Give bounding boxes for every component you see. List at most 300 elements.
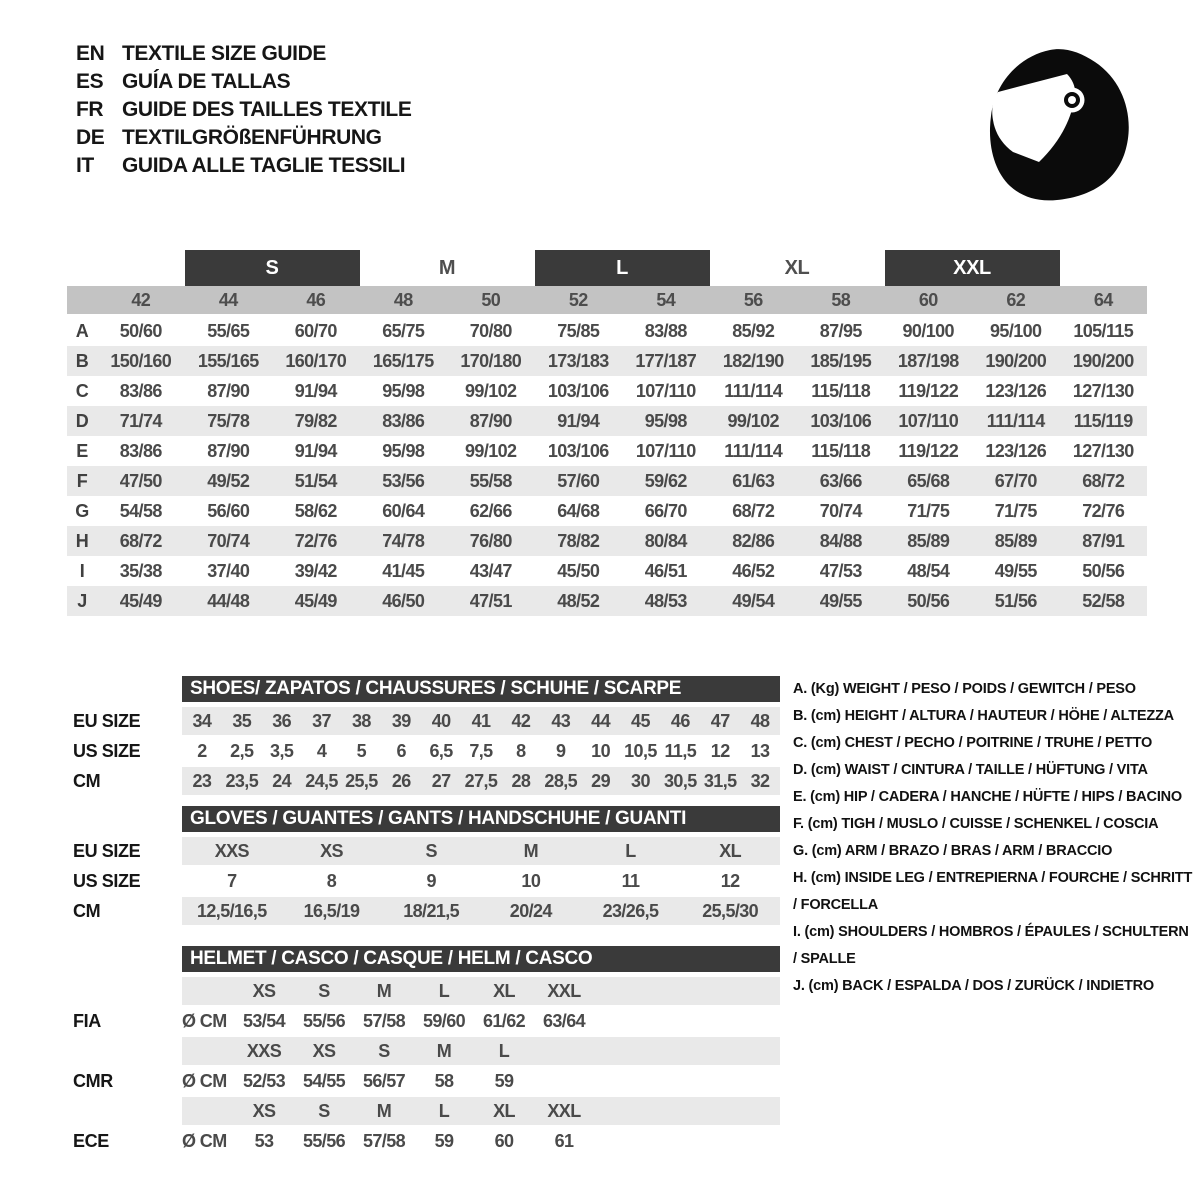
size-value: 74/78 — [382, 530, 425, 551]
size-value: 9 — [426, 870, 436, 891]
size-value: 103/106 — [547, 440, 609, 461]
size-bands-row — [67, 250, 1147, 286]
measurement-row-e — [67, 436, 1147, 466]
helmet-sizes-grid — [182, 1097, 780, 1125]
size-value: 119/122 — [898, 440, 959, 461]
helmet-size-section — [73, 946, 783, 1156]
size-value: 7,5 — [469, 740, 493, 761]
legend-item-f: F. (cm) TIGH / MUSLO / CUISSE / SCHENKEL / COSCIA — [793, 816, 1159, 832]
measurement-row-i — [67, 556, 1147, 586]
size-value: 170/180 — [460, 350, 522, 371]
size-value: 87/91 — [1082, 530, 1125, 551]
helmet-sizes-row — [73, 1096, 783, 1126]
size-value: 99/102 — [727, 410, 779, 431]
measurement-row-j — [67, 586, 1147, 616]
diameter-unit: Ø CM — [182, 1070, 227, 1091]
size-value: 51/56 — [994, 590, 1037, 611]
size-value: 72/76 — [1082, 500, 1125, 521]
title-line-es — [76, 68, 411, 96]
helmet-values-grid — [182, 1127, 780, 1155]
legend-item-h: H. (cm) INSIDE LEG / ENTREPIERNA / FOURCHE / SCHRITT / FORCELLA — [793, 870, 1193, 913]
title-line-en — [76, 40, 411, 68]
size-value: 27,5 — [464, 770, 498, 791]
gloves-size-section — [73, 806, 783, 926]
size-value: 103/106 — [547, 380, 609, 401]
size-value: 119/122 — [898, 380, 959, 401]
size-value: 8 — [516, 740, 526, 761]
size-value: 26 — [391, 770, 411, 791]
page-title-de: TEXTILGRÖßENFÜHRUNG — [122, 126, 382, 149]
row-letter: B — [75, 350, 89, 371]
size-value: 2 — [197, 740, 207, 761]
size-value: 182/190 — [722, 350, 784, 371]
helmet-size-label: XXL — [547, 1100, 581, 1121]
size-value: 12 — [720, 870, 740, 891]
size-value: 46/51 — [644, 560, 687, 581]
size-value: 107/110 — [635, 440, 696, 461]
standard-label-fia: FIA — [73, 1010, 101, 1031]
size-value: 43/47 — [469, 560, 512, 581]
size-value: 50/56 — [907, 590, 950, 611]
size-value: 4 — [316, 740, 327, 761]
shoes-size-section — [73, 676, 783, 796]
size-value: 107/110 — [635, 380, 696, 401]
size-value: 36 — [272, 710, 292, 731]
size-column-header: 54 — [656, 289, 676, 310]
section-grid — [182, 897, 780, 925]
helmet-size-value: 58 — [434, 1070, 454, 1091]
helmet-size-value: 61/62 — [482, 1010, 526, 1031]
size-value: 10 — [521, 870, 541, 891]
size-value: 32 — [750, 770, 770, 791]
size-value: 70/74 — [207, 530, 250, 551]
size-value: 13 — [750, 740, 770, 761]
measurement-row-b — [67, 346, 1147, 376]
size-value: 111/114 — [724, 380, 783, 401]
size-columns-row — [67, 286, 1147, 314]
size-value: 83/88 — [644, 320, 687, 341]
helmet-sizes-grid — [182, 1037, 780, 1065]
size-value: 2,5 — [230, 740, 254, 761]
standard-label-ece: ECE — [73, 1130, 109, 1151]
size-value: 3,5 — [270, 740, 294, 761]
size-value: 75/85 — [557, 320, 600, 341]
size-value: XL — [719, 840, 742, 861]
size-value: 23/26,5 — [602, 900, 659, 921]
size-value: 67/70 — [994, 470, 1037, 491]
size-value: 48/53 — [644, 590, 687, 611]
measurement-row-g — [67, 496, 1147, 526]
legend-item-d: D. (cm) WAIST / CINTURA / TAILLE / HÜFTUNG / VITA — [793, 762, 1148, 778]
size-value: 49/54 — [732, 590, 775, 611]
legend-item-b: B. (cm) HEIGHT / ALTURA / HAUTEUR / HÖHE / ALTEZZA — [793, 708, 1174, 724]
size-value: 105/115 — [1073, 320, 1134, 341]
size-value: 54/58 — [119, 500, 162, 521]
size-value: 95/100 — [990, 320, 1042, 341]
size-value: M — [523, 840, 539, 861]
size-value: 47/51 — [469, 590, 512, 611]
size-value: 9 — [556, 740, 566, 761]
section-grid — [182, 767, 780, 795]
size-value: 39 — [391, 710, 411, 731]
size-value: 57/60 — [557, 470, 600, 491]
section-header-row — [73, 676, 783, 706]
size-value: 45/49 — [119, 590, 162, 611]
size-value: 127/130 — [1072, 440, 1134, 461]
helmet-size-value: 52/53 — [242, 1070, 286, 1091]
size-value: 65/75 — [382, 320, 425, 341]
size-value: 70/80 — [469, 320, 512, 341]
size-value: 72/76 — [294, 530, 337, 551]
size-band-xl: XL — [784, 256, 810, 279]
size-value: 185/195 — [810, 350, 872, 371]
helmet-size-label: XS — [312, 1040, 336, 1061]
helmet-size-value: 59 — [494, 1070, 514, 1091]
size-value: 99/102 — [465, 380, 517, 401]
row-label: CM — [73, 900, 101, 921]
helmet-size-label: XS — [252, 980, 276, 1001]
measurement-row-f — [67, 466, 1147, 496]
size-value: 155/165 — [197, 350, 259, 371]
helmet-size-label: M — [436, 1040, 452, 1061]
helmet-size-label: L — [498, 1040, 510, 1061]
size-value: 38 — [351, 710, 371, 731]
section-grid — [182, 737, 780, 765]
size-value: 85/89 — [994, 530, 1037, 551]
size-value: 46 — [670, 710, 690, 731]
size-value: 55/58 — [469, 470, 512, 491]
legend-item-i: I. (cm) SHOULDERS / HOMBROS / ÉPAULES / SCHULTERN / SPALLE — [793, 924, 1189, 967]
size-column-header: 44 — [218, 289, 238, 310]
size-value: 87/95 — [819, 320, 862, 341]
row-letter: J — [77, 590, 87, 611]
title-line-de — [76, 124, 411, 152]
size-value: 56/60 — [207, 500, 250, 521]
size-value: 42 — [511, 710, 531, 731]
size-value: 6 — [396, 740, 406, 761]
lang-code: IT — [76, 154, 94, 177]
helmet-size-label: S — [378, 1040, 390, 1061]
size-value: 71/75 — [994, 500, 1037, 521]
size-column-header: 50 — [481, 289, 501, 310]
size-band-m: M — [438, 256, 456, 279]
helmet-values-row — [73, 1126, 783, 1156]
section-header: HELMET / CASCO / CASQUE / HELM / CASCO — [182, 946, 780, 972]
size-value: 60/70 — [294, 320, 337, 341]
size-band-xxl: XXL — [885, 250, 1060, 286]
legend-item-j: J. (cm) BACK / ESPALDA / DOS / ZURÜCK / INDIETRO — [793, 978, 1154, 994]
size-value: XXS — [214, 840, 249, 861]
size-value: 27 — [431, 770, 451, 791]
size-value: 29 — [591, 770, 610, 791]
helmet-size-label: XXS — [246, 1040, 282, 1061]
row-label: US SIZE — [73, 870, 141, 891]
size-value: 10 — [591, 740, 610, 761]
size-value: 71/75 — [907, 500, 950, 521]
size-value: 20/24 — [509, 900, 552, 921]
size-value: 160/170 — [285, 350, 347, 371]
size-value: 80/84 — [644, 530, 687, 551]
size-value: 107/110 — [898, 410, 959, 431]
size-value: 10,5 — [624, 740, 657, 761]
title-block — [76, 40, 411, 180]
helmet-size-value: 61 — [554, 1130, 574, 1151]
size-value: 49/55 — [994, 560, 1037, 581]
size-value: 28 — [511, 770, 531, 791]
section-row — [73, 866, 783, 896]
size-value: S — [425, 840, 437, 861]
helmet-size-label: XL — [493, 980, 515, 1001]
page-title-es: GUÍA DE TALLAS — [122, 70, 291, 93]
size-band-l: L — [535, 250, 710, 286]
size-value: 177/187 — [635, 350, 697, 371]
helmet-size-value: 54/55 — [302, 1070, 346, 1091]
size-value: 44/48 — [207, 590, 250, 611]
size-value: 34 — [192, 710, 212, 731]
size-value: 82/86 — [732, 530, 775, 551]
row-label: US SIZE — [73, 740, 141, 761]
title-line-it — [76, 152, 411, 180]
size-value: 103/106 — [810, 410, 872, 431]
size-value: 55/65 — [207, 320, 250, 341]
size-value: 31,5 — [703, 770, 737, 791]
size-value: 8 — [326, 870, 337, 891]
size-value: 63/66 — [819, 470, 862, 491]
size-value: 68/72 — [119, 530, 162, 551]
size-value: 165/175 — [372, 350, 434, 371]
helmet-values-grid — [182, 1067, 780, 1095]
helmet-values-row — [73, 1066, 783, 1096]
helmet-size-value: 56/57 — [362, 1070, 406, 1091]
measurement-legend — [793, 676, 1193, 1000]
racing-helmet-icon — [975, 38, 1145, 210]
size-value: 48/54 — [907, 560, 950, 581]
size-value: 85/89 — [907, 530, 950, 551]
helmet-size-value: 57/58 — [362, 1130, 406, 1151]
size-value: 66/70 — [644, 500, 687, 521]
row-letter: H — [75, 530, 89, 551]
size-column-header: 56 — [743, 289, 763, 310]
size-value: 28,5 — [544, 770, 578, 791]
size-value: 18/21,5 — [403, 900, 460, 921]
page-title-fr: GUIDE DES TAILLES TEXTILE — [122, 98, 412, 121]
size-value: 83/86 — [119, 440, 162, 461]
size-value: 91/94 — [294, 440, 337, 461]
lang-code: FR — [76, 98, 104, 121]
size-value: 95/98 — [644, 410, 687, 431]
size-value: 40 — [431, 710, 451, 731]
size-value: L — [625, 840, 636, 861]
legend-item-e: E. (cm) HIP / CADERA / HANCHE / HÜFTE / HIPS / BACINO — [793, 789, 1182, 805]
size-value: 37 — [312, 710, 331, 731]
size-value: 43 — [551, 710, 571, 731]
section-grid — [182, 707, 780, 735]
helmet-size-value: 59 — [434, 1130, 454, 1151]
diameter-unit: Ø CM — [182, 1130, 227, 1151]
size-value: 95/98 — [382, 440, 425, 461]
helmet-size-value: 60 — [494, 1130, 514, 1151]
size-value: 47 — [710, 710, 730, 731]
size-value: 51/54 — [294, 470, 337, 491]
size-value: 7 — [227, 870, 237, 891]
size-column-header: 42 — [131, 289, 151, 310]
size-value: 58/62 — [294, 500, 337, 521]
size-value: 46/52 — [732, 560, 775, 581]
helmet-values-grid — [182, 1007, 780, 1035]
section-header: GLOVES / GUANTES / GANTS / HANDSCHUHE / GUANTI — [182, 806, 780, 832]
size-value: 187/198 — [897, 350, 959, 371]
size-value: 190/200 — [985, 350, 1047, 371]
size-value: 48 — [750, 710, 770, 731]
size-value: 39/42 — [294, 560, 337, 581]
section-grid — [182, 867, 780, 895]
diameter-unit: Ø CM — [182, 1010, 227, 1031]
size-value: 49/52 — [207, 470, 250, 491]
row-label: CM — [73, 770, 101, 791]
helmet-size-label: S — [318, 1100, 330, 1121]
lang-code: ES — [76, 70, 104, 93]
helmet-values-row — [73, 1006, 783, 1036]
helmet-size-label: XXL — [547, 980, 581, 1001]
size-column-header: 52 — [568, 289, 588, 310]
helmet-size-label: S — [318, 980, 330, 1001]
size-value: 49/55 — [819, 590, 862, 611]
size-value: 111/114 — [986, 410, 1045, 431]
size-column-header: 60 — [918, 289, 938, 310]
size-value: 150/160 — [110, 350, 172, 371]
lang-code: DE — [76, 126, 105, 149]
page-title: TEXTILE SIZE GUIDE — [122, 42, 326, 65]
size-value: 87/90 — [207, 440, 250, 461]
size-value: 12 — [710, 740, 730, 761]
legend-item-g: G. (cm) ARM / BRAZO / BRAS / ARM / BRACCIO — [793, 843, 1113, 859]
size-value: 91/94 — [557, 410, 600, 431]
size-value: 60/64 — [382, 500, 425, 521]
section-row — [73, 836, 783, 866]
size-value: 70/74 — [819, 500, 862, 521]
page-title-it: GUIDA ALLE TAGLIE TESSILI — [122, 154, 406, 177]
section-row — [73, 706, 783, 736]
size-value: 115/118 — [811, 380, 871, 401]
size-value: 71/74 — [119, 410, 162, 431]
size-value: 99/102 — [465, 440, 517, 461]
size-value: 25,5 — [345, 770, 378, 791]
legend-item-a: A. (Kg) WEIGHT / PESO / POIDS / GEWITCH / PESO — [793, 681, 1136, 697]
size-column-header: 58 — [831, 289, 851, 310]
size-value: 78/82 — [557, 530, 600, 551]
helmet-size-value: 57/58 — [362, 1010, 406, 1031]
section-header-row — [73, 806, 783, 836]
size-value: 76/80 — [469, 530, 512, 551]
section-row — [73, 896, 783, 926]
size-value: 25,5/30 — [702, 900, 759, 921]
size-value: 45 — [631, 710, 650, 731]
helmet-size-value: 53 — [254, 1130, 274, 1151]
size-value: 87/90 — [469, 410, 512, 431]
size-value: 115/118 — [811, 440, 871, 461]
corner-cell — [67, 286, 97, 314]
size-value: 52/58 — [1082, 590, 1125, 611]
helmet-size-value: 63/64 — [542, 1010, 586, 1031]
size-value: 45/50 — [557, 560, 600, 581]
row-label: EU SIZE — [73, 840, 141, 861]
size-value: 84/88 — [819, 530, 862, 551]
size-value: 123/126 — [985, 440, 1047, 461]
measurement-row-c — [67, 376, 1147, 406]
size-value: 90/100 — [902, 320, 954, 341]
section-grid — [182, 837, 780, 865]
section-row — [73, 736, 783, 766]
row-letter: D — [75, 410, 89, 431]
size-value: 23,5 — [225, 770, 259, 791]
size-value: 115/119 — [1073, 410, 1133, 431]
section-header-row — [73, 946, 783, 976]
helmet-size-label: M — [376, 1100, 392, 1121]
row-letter: E — [76, 440, 88, 461]
size-value: 11 — [621, 870, 640, 891]
size-value: 111/114 — [724, 440, 783, 461]
size-value: 45/49 — [294, 590, 337, 611]
standard-label-cmr: CMR — [73, 1070, 113, 1091]
size-value: 30 — [631, 770, 650, 791]
row-letter: I — [79, 560, 85, 581]
size-value: 47/50 — [119, 470, 162, 491]
row-label: EU SIZE — [73, 710, 141, 731]
legend-item-c: C. (cm) CHEST / PECHO / POITRINE / TRUHE / PETTO — [793, 735, 1153, 751]
helmet-size-label: M — [376, 980, 392, 1001]
size-column-header: 62 — [1006, 289, 1026, 310]
size-value: XS — [320, 840, 343, 861]
row-letter: F — [76, 470, 88, 491]
size-value: 91/94 — [294, 380, 337, 401]
size-band-s: S — [185, 250, 360, 286]
helmet-sizes-grid — [182, 977, 780, 1005]
size-column-header: 64 — [1093, 289, 1113, 310]
size-value: 123/126 — [985, 380, 1047, 401]
size-value: 85/92 — [732, 320, 775, 341]
size-value: 41/45 — [382, 560, 425, 581]
size-column-header: 48 — [393, 289, 413, 310]
helmet-size-value: 55/56 — [302, 1130, 346, 1151]
size-value: 79/82 — [294, 410, 337, 431]
size-value: 65/68 — [907, 470, 950, 491]
size-value: 50/56 — [1082, 560, 1125, 581]
size-value: 127/130 — [1072, 380, 1134, 401]
size-value: 83/86 — [382, 410, 425, 431]
size-value: 190/200 — [1072, 350, 1134, 371]
size-value: 37/40 — [207, 560, 250, 581]
helmet-size-value: 55/56 — [302, 1010, 346, 1031]
row-letter: G — [75, 500, 89, 521]
size-value: 46/50 — [382, 590, 425, 611]
size-value: 35/38 — [119, 560, 162, 581]
size-value: 11,5 — [664, 740, 697, 761]
size-value: 87/90 — [207, 380, 250, 401]
size-value: 68/72 — [1082, 470, 1125, 491]
title-line-fr — [76, 96, 411, 124]
helmet-size-label: L — [438, 980, 450, 1001]
size-value: 68/72 — [732, 500, 775, 521]
measurement-row-h — [67, 526, 1147, 556]
row-letter: A — [75, 320, 89, 341]
size-value: 48/52 — [557, 590, 600, 611]
size-value: 12,5/16,5 — [196, 900, 267, 921]
size-value: 50/60 — [119, 320, 162, 341]
measurement-row-d — [67, 406, 1147, 436]
size-value: 83/86 — [119, 380, 162, 401]
size-value: 59/62 — [644, 470, 687, 491]
size-value: 53/56 — [382, 470, 425, 491]
